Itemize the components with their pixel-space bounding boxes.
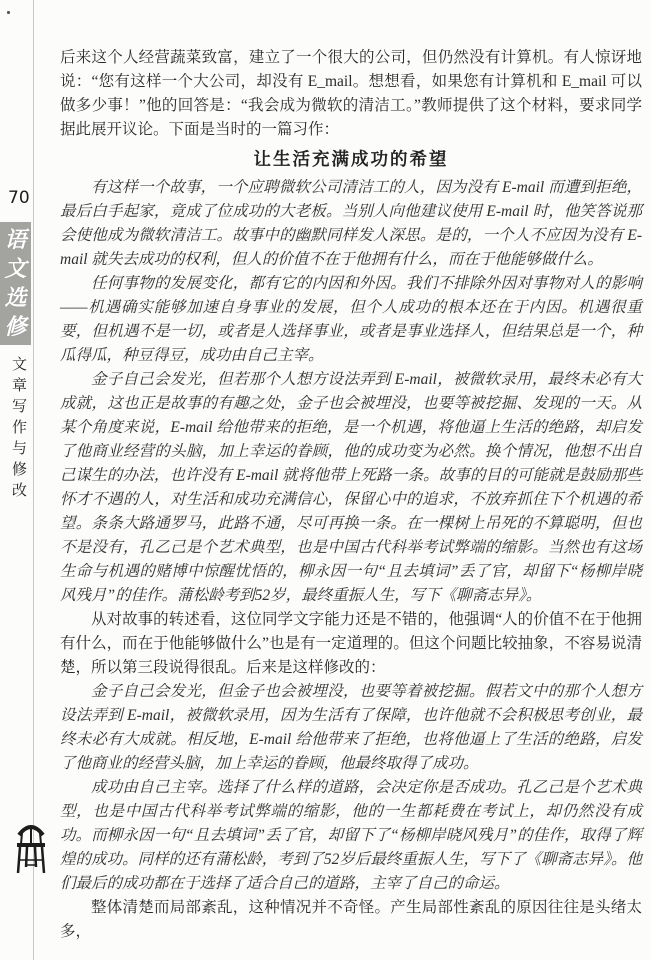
revised-paragraph-1: 金子自己会发光，但金子也会被埋没，也要等着被挖掘。假若文中的那个人想方设法弄到 E-mail，被微软录用，因为生活有了保障，也许他就不会积极思考创业，最终未必有大成就。相反地，E-mail 给他带来了拒绝，也将他逼上了生活的绝路，启发了他商业的经营头脑，加上幸运的眷顾，他最终取得了成功。 (60, 683, 642, 772)
banner-char-wen: 文 (4, 256, 27, 281)
scan-speck (7, 11, 10, 14)
commentary-paragraph-1: 从对故事的转述看，这位同学文字能力还是不错的，他强调“人的价值不在于他拥有什么，而在于他能够做什么”也是有一定道理的。但这个问题比较抽象，不容易说清楚，所以第三段说得很乱。后来是这样修改的： (60, 611, 642, 676)
margin-divider-line (33, 0, 34, 960)
essay-title: 让生活充满成功的希望 (253, 149, 449, 169)
document-content (60, 46, 642, 944)
essay-paragraph-2: 任何事物的发展变化，都有它的内因和外因。我们不排除外因对事物对人的影响——机遇确实能够加速自身事业的发展，但个人成功的根本还在于内因。机遇很重要，但机遇不是一切，或者是人选择事业，或者是事业选择人，但结果总是一个，种瓜得瓜，种豆得豆，成功由自己主宰。 (60, 275, 642, 364)
revised-paragraph-2: 成功由自己主宰。选择了什么样的道路，会决定你是否成功。孔乙己是个艺术典型，也是中国古代科举考试弊端的缩影，他的一生都耗费在考试上，却仍然没有成功。而柳永因一句“且去填词”丢了官，却留下了“杨柳岸晓风残月”的佳作，取得了辉煌的成功。同样的还有蒲松龄，考到了52岁后最终重振人生，写下了《聊斋志异》。他们最后的成功都在于选择了适合自己的道路，主宰了自己的命运。 (60, 779, 642, 892)
banner-char-xuan: 选 (4, 285, 27, 310)
essay-paragraph-3: 金子自己会发光，但若那个人想方设法弄到 E-mail，被微软录用，最终未必有大成就，这也正是故事的有趣之处，金子也会被埋没，也要等被挖掘、发现的一天。从某个角度来说，E-mail 给他带来的拒绝，是一个机遇，将他逼上生活的绝路，却启发了他商业经营的头脑，加上幸运的眷顾，他的成功变为必然。换个情况，他想不出自己谋生的办法，也许没有 E-mail 就将他带上死路一条。故事的目的可能就是鼓励那些怀才不遇的人，对生活和成功充满信心，保留心中的追求，不放弃抓住下个机遇的希望。条条大路通罗马，此路不通，尽可再换一条。在一棵树上吊死的不算聪明，但也不是没有，孔乙己是个艺术典型，也是中国古代科举考试弊端的缩影。当然也有这场生命与机遇的赌博中惊醒忧悟的，柳永因一句“且去填词”丢了官，却留下“杨柳岸晓风残月”的佳作。蒲松龄考到52岁，最终重振人生，写下《聊斋志异》。 (60, 371, 642, 604)
page-number: 70 (8, 188, 30, 208)
chair-icon (14, 820, 48, 876)
banner-char-yu: 语 (4, 227, 27, 252)
series-banner (0, 222, 31, 345)
commentary-paragraph-2: 整体清楚而局部紊乱，这种情况并不奇怪。产生局部性紊乱的原因往往是头绪太多， (60, 899, 642, 940)
intro-paragraph: 后来这个人经营蔬菜致富，建立了一个很大的公司，但仍然没有计算机。有人惊讶地说：“您有这样一个大公司，却没有 E_mail。想想看，如果您有计算机和 E_mail 可以做多少事！”他的回答是：“我会成为微软的清洁工。”教师提供了这个材料，要求同学据此展开议论。下面是当时的一篇习作： (60, 49, 642, 138)
series-subtitle: 文章写作与修改 (10, 356, 26, 503)
banner-char-xiu: 修 (4, 314, 27, 339)
essay-paragraph-1: 有这样一个故事，一个应聘微软公司清洁工的人，因为没有 E-mail 而遭到拒绝，最后白手起家，竟成了位成功的大老板。当别人向他建议使用 E-mail 时，他笑答说那会使他成为微软清洁工。故事中的幽默同样发人深思。是的，一个人不应因为没有 E-mail 就失去成功的权利，但人的价值不在于他拥有什么，而在于他能够做什么。 (60, 179, 642, 268)
